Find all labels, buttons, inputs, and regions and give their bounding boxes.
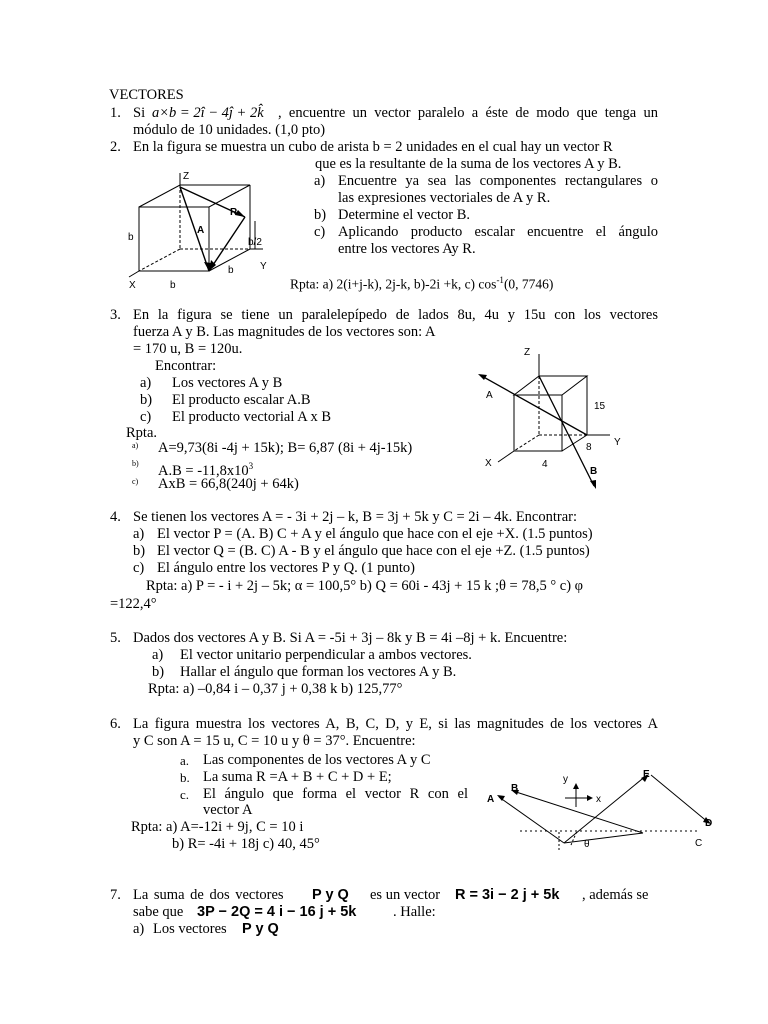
problem-3-answer-a-label: a) [132,441,139,450]
problem-1-formula: a×b = 2î − 4ĵ + 2k̂ [152,105,264,121]
problem-6-item-a: Las componentes de los vectores A y C [203,752,431,768]
problem-3-encontrar: Encontrar: [155,358,217,374]
problem-1-number: 1. [110,105,121,121]
problem-6-line-1: La figura muestra los vectores A, B, C, D, y E, si las magnitudes de los vectores A [133,716,658,732]
problem-3-answer-b-label: b) [132,459,139,468]
problem-5-item-b: Hallar el ángulo que forman los vectores A y B. [180,664,457,680]
problem-4-rpta-2: =122,4° [110,596,157,612]
problem-4-item-c: El ángulo entre los vectores P y Q. (1 punto) [157,560,415,576]
problem-6-rpta-2: b) R= -4i + 18j c) 40, 45° [172,836,320,852]
fig2-b-bottom-label: b [228,265,234,276]
problem-2-item-a: Encuentre ya sea las componentes rectangulares o [338,173,658,189]
problem-3-line-1: En la figura se tiene un paralelepípedo de lados 8u, 4u y 15u con los vectores [133,307,658,323]
problem-5-intro: Dados dos vectores A y B. Si A = -5i + 3j – 8k y B = 4i –8j + k. Encuentre: [133,630,568,646]
fig6-theta-label: θ [584,839,590,850]
problem-2-item-c-label: c) [314,224,326,240]
problem-4-intro: Se tienen los vectores A = - 3i + 2j – k, B = 3j + 5k y C = 2i – 4k. Encontrar: [133,509,578,525]
problem-3-rpta: Rpta. [126,425,158,441]
fig3-y-label: Y [614,437,621,448]
problem-2-item-a-2: las expresiones vectoriales de A y R. [338,190,551,206]
problem-3-line-3: = 170 u, B = 120u. [133,341,243,357]
problem-6-vectors-figure [485,765,725,860]
problem-3-line-2: fuerza A y B. Las magnitudes de los vectores son: A [133,324,436,340]
fig3-4-label: 4 [542,459,548,470]
problem-4-item-c-label: c) [133,560,145,576]
problem-3-item-b: El producto escalar A.B [172,392,311,408]
problem-3-answer-c: AxB = 66,8(240j + 64k) [158,476,299,492]
fig3-15-label: 15 [594,401,606,412]
problem-3-parallelepiped-figure [470,340,640,495]
fig3-z-label: Z [524,347,531,358]
problem-2-intro-2: que es la resultante de la suma de los vectores A y B. [315,156,622,172]
problem-6-item-a-label: a. [180,753,190,768]
problem-3-answer-c-label: c) [132,477,139,486]
problem-4-item-b-label: b) [133,543,146,559]
problem-7-number: 7. [110,887,121,903]
fig2-b-half-label: b/2 [248,237,262,248]
problem-3-answer-b: $A.B = -11,8x10^3$ [158,461,254,479]
fig3-8-label: 8 [586,442,592,453]
problem-6-item-c-2: vector A [203,802,253,818]
problem-3-item-c-label: c) [140,409,152,425]
fig2-x-label: X [129,280,136,291]
problem-6-item-c: El ángulo que forma el vector R con el [203,786,468,802]
problem-2-item-b-label: b) [314,207,327,223]
problem-3-answer-a: A=9,73(8i -4j + 15k); B= 6,87 (8i + 4j-15k) [158,440,413,456]
problem-7-text-1: La suma de dos vectores [133,887,284,903]
fig3-a-label: A [486,390,493,401]
problem-3-item-a-label: a) [140,375,152,391]
problem-2-item-c: Aplicando producto escalar encuentre el ángulo [338,224,658,240]
fig2-r-label: R [230,207,238,218]
fig6-b-label: B [511,783,519,794]
fig6-a-label: A [487,794,495,805]
problem-6-item-b: La suma R =A + B + C + D + E; [203,769,392,785]
problem-4-item-a: El vector P = (A. B) C + A y el ángulo que hace con el eje +X. (1.5 puntos) [157,526,593,542]
problem-2-cube-figure [125,165,275,295]
fig2-y-label: Y [260,261,267,272]
fig6-e-label: E [643,769,650,780]
problem-4-rpta: Rpta: a) P = - i + 2j – 5k; α = 100,5° b) Q = 60i - 43j + 15 k ;θ = 78,5 ° c) φ [146,578,584,594]
problem-6-item-b-label: b. [180,770,190,785]
fig6-x-label: x [596,794,601,805]
page-title: VECTORES [109,87,184,103]
problem-7-text-2: es un vector [370,887,441,903]
problem-7-text-4: sabe que [133,904,184,920]
fig3-x-label: X [485,458,492,469]
problem-2-item-a-label: a) [314,173,326,189]
problem-6-number: 6. [110,716,121,732]
problem-7-item-a: Los vectores [153,921,227,937]
fig3-b-label: B [590,466,598,477]
problem-4-item-a-label: a) [133,526,145,542]
problem-7-item-a-pyq: P y Q [242,921,279,937]
fig2-z-label: Z [183,171,190,182]
problem-5-item-a: El vector unitario perpendicular a ambos vectores. [180,647,472,663]
fig6-d-label: D [705,818,713,829]
problem-2-answer: Rpta: a) 2(i+j-k), 2j-k, b)-2i +k, c) $\cos^{-1}(0$, 7746) [290,275,554,292]
problem-5-number: 5. [110,630,121,646]
problem-7-r-expression: R = 3i − 2 j + 5k [455,887,560,903]
problem-3-number: 3. [110,307,121,323]
fig2-b-bottom-label-2: b [170,280,176,291]
problem-2-item-c-2: entre los vectores Ay R. [338,241,476,257]
problem-4-item-b: El vector Q = (B. C) A - B y el ángulo que hace con el eje +Z. (1.5 puntos) [157,543,590,559]
problem-3-item-c: El producto vectorial A x B [172,409,332,425]
problem-2-item-b: Determine el vector B. [338,207,471,223]
problem-5-item-b-label: b) [152,664,165,680]
problem-6-line-2: y C son A = 15 u, C = 10 u y θ = 37°. Encuentre: [133,733,416,749]
problem-2-intro: En la figura se muestra un cubo de arista b = 2 unidades en el cual hay un vector R [133,139,613,155]
problem-7-text-3: , además se [582,887,649,903]
problem-6-rpta: Rpta: a) A=-12i + 9j, C = 10 i [131,819,304,835]
problem-5-item-a-label: a) [152,647,164,663]
problem-7-pyq: P y Q [312,887,349,903]
problem-3-item-a: Los vectores A y B [172,375,283,391]
problem-1-text: , encuentre un vector paralelo a éste de modo que tenga un [278,105,658,121]
fig2-a-label: A [197,225,205,236]
problem-7-text-5: . Halle: [393,904,436,920]
fig2-b-left-label: b [128,232,134,243]
problem-2-number: 2. [110,139,121,155]
fig6-c-label: C [695,838,703,849]
problem-1-text-2: módulo de 10 unidades. (1,0 pto) [133,122,326,138]
problem-7-item-a-label: a) [133,921,145,937]
problem-3-item-b-label: b) [140,392,153,408]
problem-7-expression-2: 3P − 2Q = 4 i − 16 j + 5k [197,904,357,920]
problem-6-item-c-label: c. [180,787,190,802]
problem-1-si: Si [133,105,146,121]
fig6-y-label: y [563,774,568,785]
problem-4-number: 4. [110,509,121,525]
problem-5-rpta: Rpta: a) –0,84 i – 0,37 j + 0,38 k b) 125,77° [148,681,403,697]
